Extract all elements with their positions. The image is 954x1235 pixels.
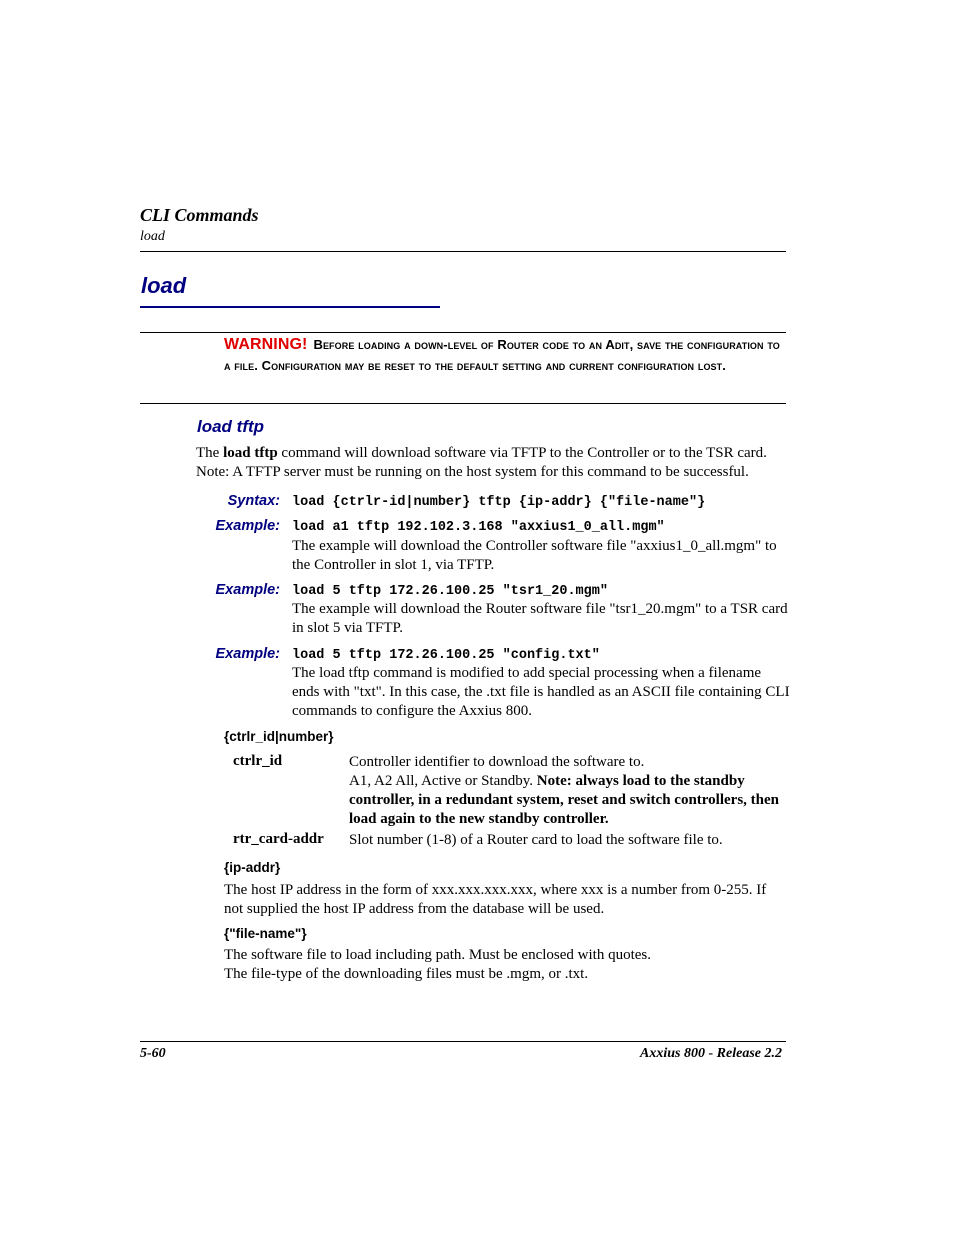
example-description: The example will download the Router software file "tsr1_20.mgm" to a TSR card in slot 5 via TFTP. <box>292 601 788 636</box>
example-description: The example will download the Controller software file "axxius1_0_all.mgm" to the Controller in slot 1, via TFTP. <box>292 538 777 573</box>
warning-bottom-rule <box>140 403 786 404</box>
footer-rule <box>140 1041 786 1042</box>
param-definition: Slot number (1-8) of a Router card to load the software file to. <box>349 832 723 848</box>
param-heading-ipaddr: {ip-addr} <box>224 860 281 875</box>
param-definition-plain: A1, A2 All, Active or Standby. <box>349 773 537 789</box>
heading-underline <box>140 306 440 308</box>
syntax-code: load {ctrlr-id|number} tftp {ip-addr} {"file-name"} <box>292 495 706 510</box>
running-header-subtitle: load <box>140 229 165 244</box>
param-filename-line: The file-type of the downloading files must be .mgm, or .txt. <box>224 966 589 982</box>
intro-text-pre: The <box>196 445 224 461</box>
intro-text-post: command will download software via TFTP to the Controller or to the TSR card. Note: A TFTP server must be running on the host system for this command to be successful. <box>196 445 767 480</box>
example-code: load a1 tftp 192.102.3.168 "axxius1_0_all.mgm" <box>292 520 665 535</box>
param-heading-ctrlr: {ctrlr_id|number} <box>224 729 334 744</box>
param-term: rtr_card-addr <box>233 831 324 847</box>
warning-top-rule <box>140 332 786 333</box>
param-definition-bold: Note: always load to the standby controller, in a redundant system, reset and switch controllers, then load again to the new standby controller. <box>349 773 779 827</box>
header-rule <box>140 251 786 252</box>
param-definition <box>349 753 789 829</box>
intro-command: load tftp <box>223 445 278 461</box>
warning-text: Before loading a down-level of Router code to an Adit, save the configuration to a file. Configuration may be reset to the default setting and current configuration lost. <box>224 337 780 373</box>
param-term: ctrlr_id <box>233 753 283 769</box>
param-definition-note <box>349 772 789 829</box>
example-code: load 5 tftp 172.26.100.25 "tsr1_20.mgm" <box>292 584 608 599</box>
section-intro <box>196 444 796 482</box>
running-header-title: CLI Commands <box>140 205 259 225</box>
syntax-label: Syntax: <box>227 493 280 509</box>
warning-notice <box>224 335 789 376</box>
param-filename-line: The software file to load including path. Must be enclosed with quotes. <box>224 947 651 963</box>
example-code: load 5 tftp 172.26.100.25 "config.txt" <box>292 648 600 663</box>
example-label: Example: <box>215 518 280 534</box>
page-heading: load <box>141 273 187 298</box>
example-description: The load tftp command is modified to add special processing when a filename ends with "txt". In this case, the .txt file is handled as an ASCII file containing CLI commands to configure the Axxius 800. <box>292 665 790 719</box>
warning-label: WARNING! <box>224 336 308 353</box>
param-ipaddr-text: The host IP address in the form of xxx.xxx.xxx.xxx, where xxx is a number from 0-255. If not supplied the host IP address from the database will be used. <box>224 882 767 917</box>
example-label: Example: <box>215 646 280 662</box>
page-number: 5-60 <box>140 1046 166 1061</box>
param-heading-filename: {"file-name"} <box>224 926 307 941</box>
example-label: Example: <box>215 582 280 598</box>
param-definition-line: Controller identifier to download the software to. <box>349 754 645 770</box>
section-heading: load tftp <box>197 417 265 436</box>
footer-product: Axxius 800 - Release 2.2 <box>640 1046 782 1061</box>
param-filename-text <box>224 946 789 984</box>
